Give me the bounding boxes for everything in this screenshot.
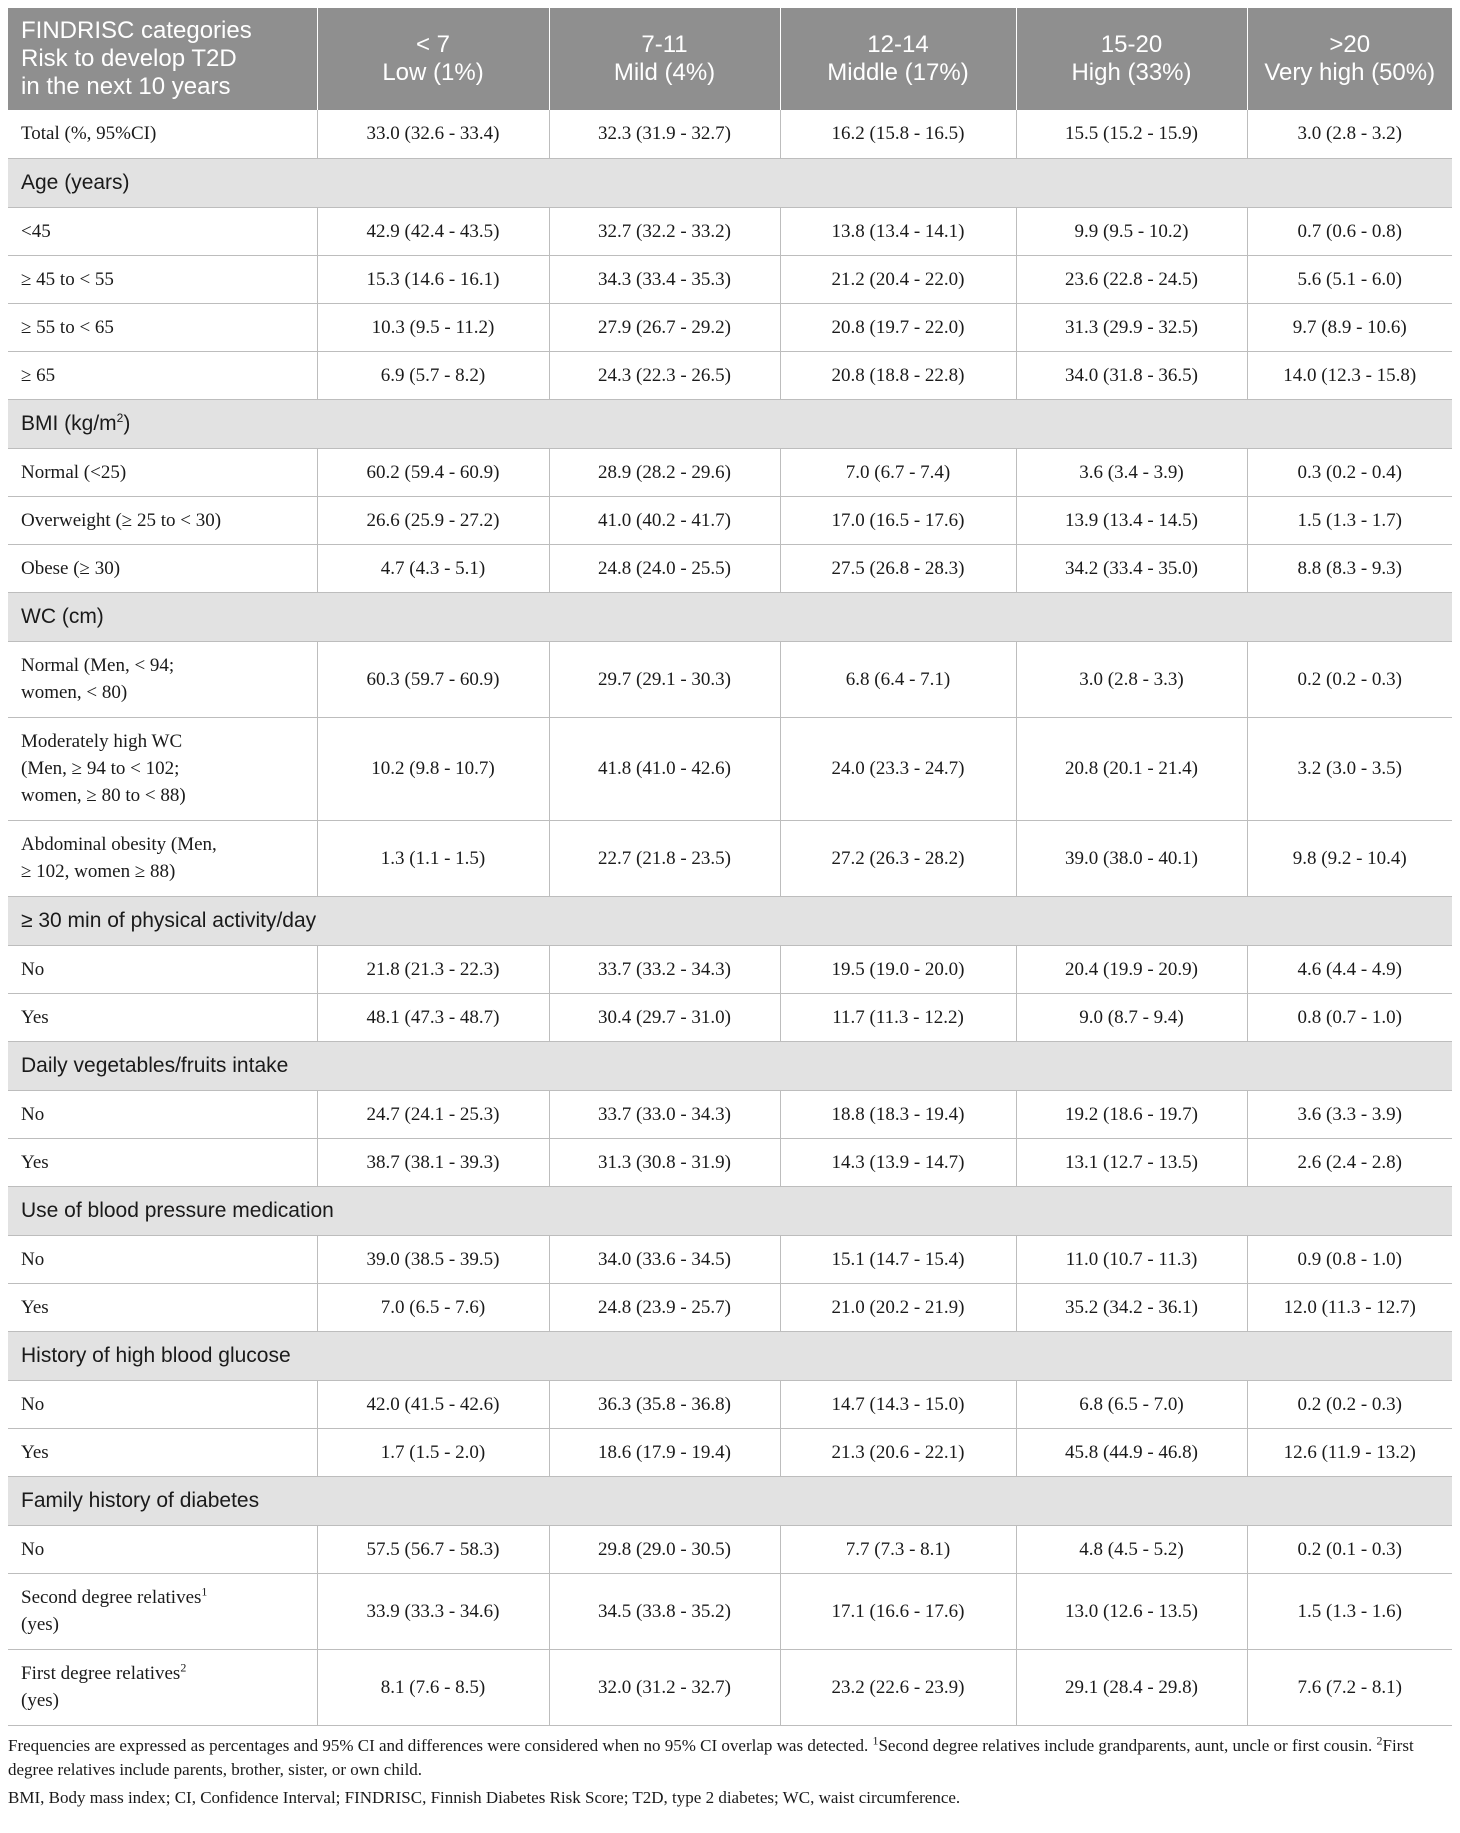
table-row xyxy=(8,945,1452,993)
table-row xyxy=(8,1428,1452,1476)
table-row xyxy=(8,1525,1452,1573)
cell-value: 10.3 (9.5 - 11.2) xyxy=(317,303,549,351)
cell-value: 32.7 (32.2 - 33.2) xyxy=(549,207,780,255)
row-label-line: women, ≥ 80 to < 88) xyxy=(21,785,186,806)
header-row xyxy=(8,8,1452,110)
cell-value: 7.6 (7.2 - 8.1) xyxy=(1247,1649,1452,1725)
cell-value: 7.7 (7.3 - 8.1) xyxy=(780,1525,1016,1573)
cell-value: 7.0 (6.7 - 7.4) xyxy=(780,448,1016,496)
cell-value: 21.2 (20.4 - 22.0) xyxy=(780,255,1016,303)
header-line: High (33%) xyxy=(1071,59,1192,86)
cell-value: 24.3 (22.3 - 26.5) xyxy=(549,351,780,399)
cell-value: 11.7 (11.3 - 12.2) xyxy=(780,993,1016,1041)
row-label-line: ≥ 102, women ≥ 88) xyxy=(21,861,176,882)
findrisc-table xyxy=(8,8,1452,1726)
cell-value: 33.0 (32.6 - 33.4) xyxy=(317,110,549,158)
header-line: Mild (4%) xyxy=(613,59,716,86)
header-line: FINDRISC categories xyxy=(21,17,252,44)
cell-value: 16.2 (15.8 - 16.5) xyxy=(780,110,1016,158)
cell-value: 8.1 (7.6 - 8.5) xyxy=(317,1649,549,1725)
cell-value: 0.2 (0.2 - 0.3) xyxy=(1247,1380,1452,1428)
cell-value: 11.0 (10.7 - 11.3) xyxy=(1016,1235,1247,1283)
table-row xyxy=(8,993,1452,1041)
category-row xyxy=(8,158,1452,207)
cell-value: 36.3 (35.8 - 36.8) xyxy=(549,1380,780,1428)
row-label: No xyxy=(8,1380,317,1428)
cell-value: 17.0 (16.5 - 17.6) xyxy=(780,496,1016,544)
cell-value: 0.9 (0.8 - 1.0) xyxy=(1247,1235,1452,1283)
cell-value: 28.9 (28.2 - 29.6) xyxy=(549,448,780,496)
cell-value: 6.8 (6.5 - 7.0) xyxy=(1016,1380,1247,1428)
cell-value: 24.0 (23.3 - 24.7) xyxy=(780,717,1016,820)
cell-value: 27.5 (26.8 - 28.3) xyxy=(780,544,1016,592)
cell-value: 1.5 (1.3 - 1.7) xyxy=(1247,496,1452,544)
footnote-text: First degree relatives include parents, brother, sister, or own child. xyxy=(8,1735,1414,1779)
header-line: 15-20 xyxy=(1100,31,1163,58)
cell-value: 17.1 (16.6 - 17.6) xyxy=(780,1573,1016,1649)
footnote-text: Second degree relatives include grandparents, aunt, uncle or first cousin. xyxy=(878,1735,1377,1755)
header-line: Middle (17%) xyxy=(827,59,969,86)
cell-value: 20.4 (19.9 - 20.9) xyxy=(1016,945,1247,993)
cell-value: 4.6 (4.4 - 4.9) xyxy=(1247,945,1452,993)
cell-value: 21.0 (20.2 - 21.9) xyxy=(780,1283,1016,1331)
cell-value: 4.7 (4.3 - 5.1) xyxy=(317,544,549,592)
cell-value: 20.8 (19.7 - 22.0) xyxy=(780,303,1016,351)
category-label: Daily vegetables/fruits intake xyxy=(8,1041,1452,1090)
row-label: No xyxy=(8,945,317,993)
cell-value: 41.0 (40.2 - 41.7) xyxy=(549,496,780,544)
cell-value: 0.8 (0.7 - 1.0) xyxy=(1247,993,1452,1041)
row-label: Overweight (≥ 25 to < 30) xyxy=(8,496,317,544)
table-row xyxy=(8,717,1452,820)
cell-value: 34.0 (33.6 - 34.5) xyxy=(549,1235,780,1283)
cell-value: 7.0 (6.5 - 7.6) xyxy=(317,1283,549,1331)
cell-value: 14.0 (12.3 - 15.8) xyxy=(1247,351,1452,399)
header-line: Low (1%) xyxy=(382,59,484,86)
cell-value: 31.3 (30.8 - 31.9) xyxy=(549,1138,780,1186)
header-high xyxy=(1016,8,1247,110)
cell-value: 1.7 (1.5 - 2.0) xyxy=(317,1428,549,1476)
cell-value: 1.5 (1.3 - 1.6) xyxy=(1247,1573,1452,1649)
row-label: No xyxy=(8,1090,317,1138)
table-row xyxy=(8,496,1452,544)
cell-value: 26.6 (25.9 - 27.2) xyxy=(317,496,549,544)
cell-value: 30.4 (29.7 - 31.0) xyxy=(549,993,780,1041)
superscript: 2 xyxy=(180,1660,187,1675)
cell-value: 23.6 (22.8 - 24.5) xyxy=(1016,255,1247,303)
row-label xyxy=(8,641,317,717)
cell-value: 4.8 (4.5 - 5.2) xyxy=(1016,1525,1247,1573)
cell-value: 33.9 (33.3 - 34.6) xyxy=(317,1573,549,1649)
header-line: < 7 xyxy=(415,31,451,58)
cell-value: 3.0 (2.8 - 3.2) xyxy=(1247,110,1452,158)
category-row xyxy=(8,1186,1452,1235)
cell-value: 9.0 (8.7 - 9.4) xyxy=(1016,993,1247,1041)
cell-value: 27.9 (26.7 - 29.2) xyxy=(549,303,780,351)
category-row xyxy=(8,399,1452,448)
category-row xyxy=(8,592,1452,641)
category-row xyxy=(8,1476,1452,1525)
cell-value: 29.7 (29.1 - 30.3) xyxy=(549,641,780,717)
cell-value: 13.9 (13.4 - 14.5) xyxy=(1016,496,1247,544)
cell-value: 3.2 (3.0 - 3.5) xyxy=(1247,717,1452,820)
cell-value: 3.0 (2.8 - 3.3) xyxy=(1016,641,1247,717)
table-row xyxy=(8,544,1452,592)
findrisc-table-container xyxy=(8,8,1452,1814)
cell-value: 18.6 (17.9 - 19.4) xyxy=(549,1428,780,1476)
header-line: in the next 10 years xyxy=(21,73,231,100)
cell-value: 12.0 (11.3 - 12.7) xyxy=(1247,1283,1452,1331)
cell-value: 29.8 (29.0 - 30.5) xyxy=(549,1525,780,1573)
category-label: WC (cm) xyxy=(8,592,1452,641)
category-row xyxy=(8,1041,1452,1090)
cell-value: 18.8 (18.3 - 19.4) xyxy=(780,1090,1016,1138)
category-row xyxy=(8,896,1452,945)
cell-value: 24.7 (24.1 - 25.3) xyxy=(317,1090,549,1138)
row-label: Total (%, 95%CI) xyxy=(8,110,317,158)
cell-value: 0.2 (0.1 - 0.3) xyxy=(1247,1525,1452,1573)
category-label xyxy=(8,399,1452,448)
cell-value: 3.6 (3.4 - 3.9) xyxy=(1016,448,1247,496)
cell-value: 5.6 (5.1 - 6.0) xyxy=(1247,255,1452,303)
cell-value: 32.3 (31.9 - 32.7) xyxy=(549,110,780,158)
footnote-text: Frequencies are expressed as percentages and 95% CI and differences were considered when no 95% CI overlap was detected. xyxy=(8,1735,873,1755)
row-label: <45 xyxy=(8,207,317,255)
cell-value: 1.3 (1.1 - 1.5) xyxy=(317,820,549,896)
row-label: Yes xyxy=(8,1428,317,1476)
header-mild xyxy=(549,8,780,110)
table-row xyxy=(8,448,1452,496)
cell-value: 23.2 (22.6 - 23.9) xyxy=(780,1649,1016,1725)
category-label: History of high blood glucose xyxy=(8,1331,1452,1380)
table-row xyxy=(8,303,1452,351)
row-label: No xyxy=(8,1525,317,1573)
table-row xyxy=(8,1380,1452,1428)
table-row xyxy=(8,255,1452,303)
cell-value: 6.9 (5.7 - 8.2) xyxy=(317,351,549,399)
cell-value: 35.2 (34.2 - 36.1) xyxy=(1016,1283,1247,1331)
cell-value: 48.1 (47.3 - 48.7) xyxy=(317,993,549,1041)
row-label xyxy=(8,1649,317,1725)
cell-value: 34.3 (33.4 - 35.3) xyxy=(549,255,780,303)
cell-value: 24.8 (24.0 - 25.5) xyxy=(549,544,780,592)
cell-value: 42.9 (42.4 - 43.5) xyxy=(317,207,549,255)
row-label-line: First degree relatives xyxy=(21,1663,181,1684)
category-text: ) xyxy=(123,412,131,435)
category-label: ≥ 30 min of physical activity/day xyxy=(8,896,1452,945)
row-label: Yes xyxy=(8,1138,317,1186)
cell-value: 15.3 (14.6 - 16.1) xyxy=(317,255,549,303)
cell-value: 15.1 (14.7 - 15.4) xyxy=(780,1235,1016,1283)
cell-value: 20.8 (18.8 - 22.8) xyxy=(780,351,1016,399)
cell-value: 13.1 (12.7 - 13.5) xyxy=(1016,1138,1247,1186)
header-line: Very high (50%) xyxy=(1264,59,1436,86)
cell-value: 34.5 (33.8 - 35.2) xyxy=(549,1573,780,1649)
cell-value: 29.1 (28.4 - 29.8) xyxy=(1016,1649,1247,1725)
cell-value: 32.0 (31.2 - 32.7) xyxy=(549,1649,780,1725)
footnote-abbreviations: BMI, Body mass index; CI, Confidence Interval; FINDRISC, Finnish Diabetes Risk Score; T2D, type 2 diabetes; WC, waist circumference. xyxy=(8,1787,961,1807)
table-row xyxy=(8,820,1452,896)
cell-value: 6.8 (6.4 - 7.1) xyxy=(780,641,1016,717)
row-label-line: Second degree relatives xyxy=(21,1587,202,1608)
header-line: >20 xyxy=(1329,31,1371,58)
cell-value: 39.0 (38.5 - 39.5) xyxy=(317,1235,549,1283)
category-text: BMI (kg/m xyxy=(21,412,117,435)
category-label: Family history of diabetes xyxy=(8,1476,1452,1525)
row-label-line: (yes) xyxy=(21,1614,59,1635)
cell-value: 3.6 (3.3 - 3.9) xyxy=(1247,1090,1452,1138)
cell-value: 0.7 (0.6 - 0.8) xyxy=(1247,207,1452,255)
cell-value: 21.3 (20.6 - 22.1) xyxy=(780,1428,1016,1476)
table-row xyxy=(8,1138,1452,1186)
cell-value: 42.0 (41.5 - 42.6) xyxy=(317,1380,549,1428)
row-label-line: Normal (Men, < 94; xyxy=(21,655,175,676)
superscript: 2 xyxy=(116,411,124,425)
row-label-line: Moderately high WC xyxy=(21,731,183,752)
row-label: ≥ 65 xyxy=(8,351,317,399)
cell-value: 9.8 (9.2 - 10.4) xyxy=(1247,820,1452,896)
superscript: 1 xyxy=(201,1584,208,1599)
header-line: Risk to develop T2D xyxy=(21,45,237,72)
table-footnotes xyxy=(8,1734,1452,1810)
cell-value: 19.2 (18.6 - 19.7) xyxy=(1016,1090,1247,1138)
cell-value: 27.2 (26.3 - 28.2) xyxy=(780,820,1016,896)
header-line: 7-11 xyxy=(641,31,688,58)
row-label-line: (Men, ≥ 94 to < 102; xyxy=(21,758,180,779)
row-label xyxy=(8,820,317,896)
row-label-line: (yes) xyxy=(21,1690,59,1711)
category-label: Use of blood pressure medication xyxy=(8,1186,1452,1235)
cell-value: 13.8 (13.4 - 14.1) xyxy=(780,207,1016,255)
row-label: ≥ 55 to < 65 xyxy=(8,303,317,351)
cell-value: 19.5 (19.0 - 20.0) xyxy=(780,945,1016,993)
row-label: ≥ 45 to < 55 xyxy=(8,255,317,303)
cell-value: 57.5 (56.7 - 58.3) xyxy=(317,1525,549,1573)
cell-value: 45.8 (44.9 - 46.8) xyxy=(1016,1428,1247,1476)
cell-value: 14.3 (13.9 - 14.7) xyxy=(780,1138,1016,1186)
header-line: 12-14 xyxy=(867,31,929,58)
table-row xyxy=(8,641,1452,717)
cell-value: 38.7 (38.1 - 39.3) xyxy=(317,1138,549,1186)
cell-value: 33.7 (33.2 - 34.3) xyxy=(549,945,780,993)
cell-value: 34.2 (33.4 - 35.0) xyxy=(1016,544,1247,592)
cell-value: 60.3 (59.7 - 60.9) xyxy=(317,641,549,717)
cell-value: 9.7 (8.9 - 10.6) xyxy=(1247,303,1452,351)
cell-value: 39.0 (38.0 - 40.1) xyxy=(1016,820,1247,896)
footnote-paragraph xyxy=(8,1734,1452,1782)
header-very-high xyxy=(1247,8,1452,110)
row-label-line: Abdominal obesity (Men, xyxy=(21,834,217,855)
table-row xyxy=(8,1649,1452,1725)
cell-value: 22.7 (21.8 - 23.5) xyxy=(549,820,780,896)
table-row xyxy=(8,1235,1452,1283)
table-row xyxy=(8,1573,1452,1649)
cell-value: 13.0 (12.6 - 13.5) xyxy=(1016,1573,1247,1649)
header-category xyxy=(8,8,317,110)
row-label: Normal (<25) xyxy=(8,448,317,496)
cell-value: 34.0 (31.8 - 36.5) xyxy=(1016,351,1247,399)
row-label: Yes xyxy=(8,993,317,1041)
table-row xyxy=(8,351,1452,399)
cell-value: 9.9 (9.5 - 10.2) xyxy=(1016,207,1247,255)
row-label: Obese (≥ 30) xyxy=(8,544,317,592)
cell-value: 14.7 (14.3 - 15.0) xyxy=(780,1380,1016,1428)
row-label xyxy=(8,717,317,820)
cell-value: 31.3 (29.9 - 32.5) xyxy=(1016,303,1247,351)
cell-value: 0.2 (0.2 - 0.3) xyxy=(1247,641,1452,717)
row-label: Yes xyxy=(8,1283,317,1331)
superscript: 2 xyxy=(1376,1732,1383,1747)
cell-value: 21.8 (21.3 - 22.3) xyxy=(317,945,549,993)
row-label xyxy=(8,1573,317,1649)
category-label: Age (years) xyxy=(8,158,1452,207)
cell-value: 33.7 (33.0 - 34.3) xyxy=(549,1090,780,1138)
cell-value: 12.6 (11.9 - 13.2) xyxy=(1247,1428,1452,1476)
row-label: No xyxy=(8,1235,317,1283)
cell-value: 60.2 (59.4 - 60.9) xyxy=(317,448,549,496)
cell-value: 8.8 (8.3 - 9.3) xyxy=(1247,544,1452,592)
cell-value: 41.8 (41.0 - 42.6) xyxy=(549,717,780,820)
table-row xyxy=(8,110,1452,158)
cell-value: 20.8 (20.1 - 21.4) xyxy=(1016,717,1247,820)
header-low xyxy=(317,8,549,110)
cell-value: 15.5 (15.2 - 15.9) xyxy=(1016,110,1247,158)
cell-value: 24.8 (23.9 - 25.7) xyxy=(549,1283,780,1331)
table-row xyxy=(8,207,1452,255)
cell-value: 10.2 (9.8 - 10.7) xyxy=(317,717,549,820)
table-row xyxy=(8,1283,1452,1331)
superscript: 1 xyxy=(872,1732,879,1747)
header-middle xyxy=(780,8,1016,110)
table-row xyxy=(8,1090,1452,1138)
cell-value: 0.3 (0.2 - 0.4) xyxy=(1247,448,1452,496)
cell-value: 2.6 (2.4 - 2.8) xyxy=(1247,1138,1452,1186)
category-row xyxy=(8,1331,1452,1380)
row-label-line: women, < 80) xyxy=(21,682,128,703)
